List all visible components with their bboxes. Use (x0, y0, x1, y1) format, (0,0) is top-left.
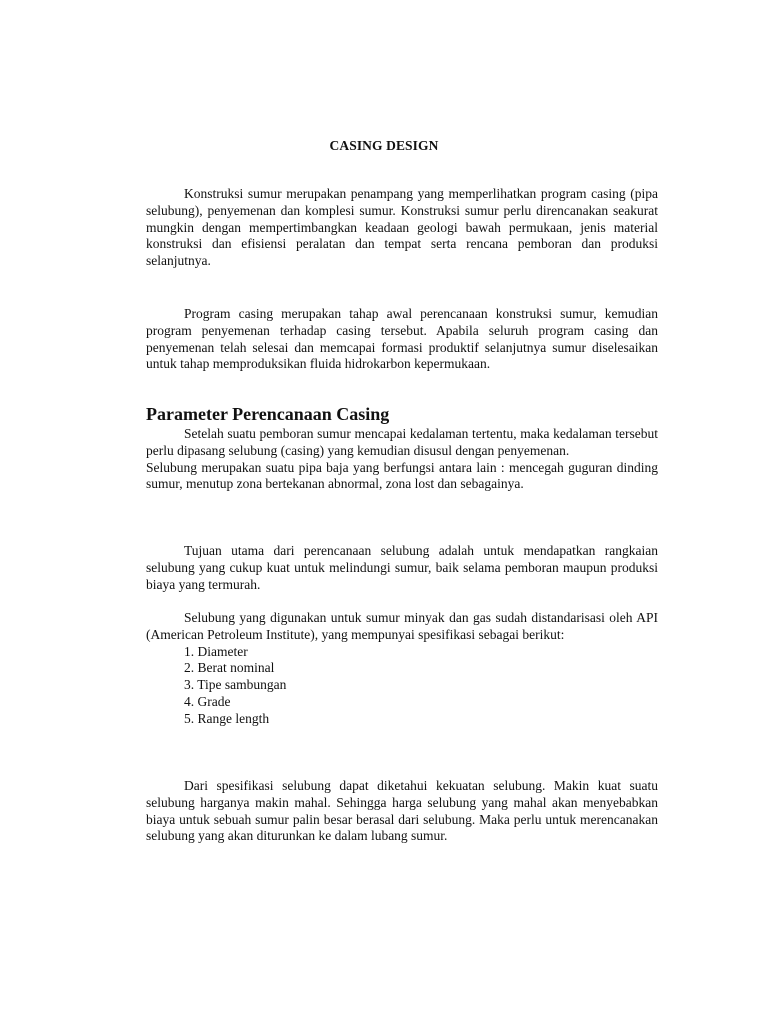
list-item: 4. Grade (184, 693, 231, 709)
paragraph-2: Program casing merupakan tahap awal perencanaan konstruksi sumur, kemudian program penyemenan terhadap casing tersebut. Apabila seluruh program casing dan penyemenan telah selesai dan memcapai formasi produktif selanjutnya sumur diselesaikan untuk tahap memproduksikan fluida hidrokarbon kepermukaan. (146, 306, 658, 372)
paragraph-6: Selubung yang digunakan untuk sumur minyak dan gas sudah distandarisasi oleh API (American Petroleum Institute), yang mempunyai spesifikasi sebagai berikut: (146, 610, 658, 642)
program-section (146, 306, 658, 373)
paragraph-5: Tujuan utama dari perencanaan selubung adalah untuk mendapatkan rangkaian selubung yang cukup kuat untuk melindungi sumur, baik selama pemboran maupun produksi biaya yang termurah. (146, 543, 658, 592)
paragraph-3: Setelah suatu pemboran sumur mencapai kedalaman tertentu, maka kedalaman tersebut perlu dipasang selubung (casing) yang kemudian disusul dengan penyemenan. (146, 426, 658, 458)
intro-section (146, 186, 658, 270)
list-item: 5. Range length (184, 710, 270, 726)
paragraph-7: Dari spesifikasi selubung dapat diketahui kekuatan selubung. Makin kuat suatu selubung harganya makin mahal. Sehingga harga selubung yang mahal akan menyebabkan biaya untuk sebuah sumur palin besar berasal dari selubung. Maka perlu untuk merencanakan selubung yang akan diturunkan ke dalam lubang sumur. (146, 778, 658, 844)
list-item: 3. Tipe sambungan (184, 677, 287, 693)
document-title: CASING DESIGN (329, 138, 439, 153)
list-item: 2. Berat nominal (184, 660, 275, 676)
paragraph-1: Konstruksi sumur merupakan penampang yang memperlihatkan program casing (pipa selubung), penyemenan dan komplesi sumur. Konstruksi sumur perlu direncanakan seakurat mungkin dengan mempertimbangkan keadaan geologi bawah permukaan, jenis material konstruksi dan efisiensi peralatan dan tempat serta rencana pemboran dan produksi selanjutnya. (146, 186, 658, 269)
conclusion-section (146, 778, 658, 845)
section-heading: Parameter Perencanaan Casing (146, 404, 390, 424)
api-section (146, 610, 658, 728)
paragraph-4: Selubung merupakan suatu pipa baja yang berfungsi antara lain : mencegah guguran dinding sumur, menutup zona bertekanan abnormal, zona lost dan sebagainya. (146, 459, 658, 492)
list-item: 1. Diameter (184, 643, 248, 659)
parameter-section (146, 426, 658, 493)
purpose-section (146, 543, 658, 593)
spec-list (146, 644, 658, 728)
